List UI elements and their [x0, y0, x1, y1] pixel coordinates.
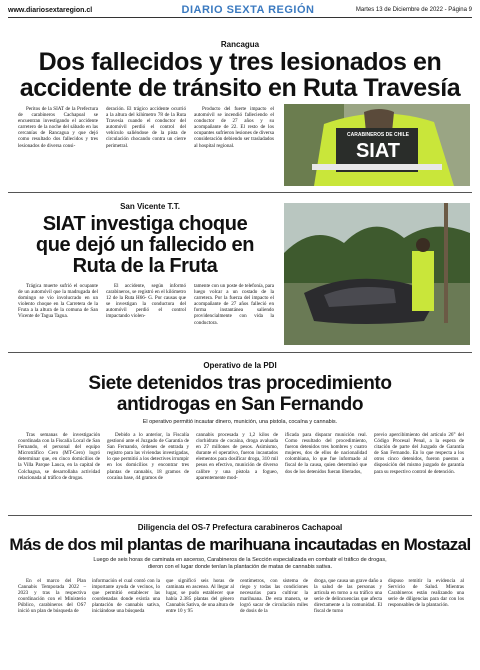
story4-headline: Más de dos mil plantas de marihuana incautadas en Mostazal	[9, 535, 471, 554]
separator	[8, 192, 472, 193]
story1-col3: Producto del fuerte impacto el automóvil se incendió falleciendo el conductor de 27 años y su acompañante de 22. El resto de los ocupantes sufrieron lesiones de diversa consideración debiendo ser trasladados al hospital regional.	[194, 106, 274, 149]
story3-headline	[6, 373, 474, 415]
story4-col3: que significó seis horas de caminata en ascenso. Al llegar al lugar, se pudo establecer que había 2.385 plantas del género Cannabis Sativa, de una altura de entre 10 y 95	[166, 578, 234, 615]
story3-headline-line1: Siete detenidos tras procedimiento	[88, 373, 392, 394]
story4-col1: En el marco del Plan Cannabis Temporada 2022 – 2023 y tras la respectiva coordinación con el Ministerio Público, carabineros del OS7 inició un plan de búsqueda de	[18, 578, 86, 615]
story3-col4: ificada para disparar munición real. Como resultado del procedimiento, fueron detenidos tres hombres y cuatro mujeres, dos de ellos de nacionalidad colombiana, lo que fue informado al fiscal de la causa, quien determinó que dos de los detenidos fueran liberados,	[285, 432, 367, 475]
story3-col1: Tras semanas de investigación coordinada con la Fiscalía Local de San Fernando, el personal del equipo Microtráfico Cero (MT-Cero) logró determinar que, en cinco domicilios de la Villa Parque Lauca, en la capital de Colchagua, se desarrollaba actividad relacionada al tráfico de drogas.	[18, 432, 100, 481]
masthead	[8, 4, 472, 32]
story3-col3: cannabis procesada y 1,2 kilos de clorhidrato de cocaína, droga avaluada en 27 millones de pesos. Asimismo, durante el operativo, fueron incautados elementos para dosificar droga, 310 mil pesos en efectivo, munición de diverso calibre y una pistola a fogueo, aparentemente mod-	[196, 432, 278, 481]
site-url[interactable]: www.diariosextaregion.cl	[8, 7, 93, 14]
vest-siat-label: SIAT	[355, 140, 401, 162]
story4-col6: dispuso remitir la evidencia al Servicio de Salud. Mientras Carabineros están realizando una serie de diligencias para dar con los responsables de la plantación.	[388, 578, 464, 609]
story2-photo	[284, 203, 470, 345]
crash-scene-image	[284, 203, 470, 345]
vest-label: CARABINEROS DE CHILE	[347, 132, 409, 138]
story2-headline-line1: SIAT investiga choque	[42, 213, 248, 235]
newspaper-name: DIARIO SEXTA REGIÓN	[181, 4, 315, 16]
issue-date: Martes 13 de Diciembre de 2022 - Página 9	[355, 7, 472, 13]
story1-col2: deración. El trágico accidente ocurrió a la altura del kilómetro 78 de la Ruta Travesía cuando el conductor del automóvil perdió el control del vehículo saliéndose de la pista de circulación chocando contra un cierre perimetral.	[106, 106, 186, 149]
story2-col2: El accidente, según informó carabineros, se registró en el kilómetro 12 de la Ruta H66- G. Por causas que se investigan la conductora del automóvil perdió el control impactando violen-	[106, 283, 186, 320]
separator	[8, 352, 472, 353]
story3-subhead: El operativo permitió incautar dinero, munición, una pistola, cocaína y cannabis.	[142, 419, 338, 425]
story3-kicker: Operativo de la PDI	[203, 361, 277, 370]
story1-headline-line2: accidente de tránsito en Ruta Travesía	[19, 73, 461, 102]
story4-col2: información el cual contó con la importante ayuda de vecinos, lo que permitió establecer las coordenadas donde existía una plantación de cannabis sativa, iniciándose una búsqueda	[92, 578, 160, 615]
story4-subhead	[0, 557, 480, 570]
story2-col3: tamente con un poste de telefonía, para luego volcar a un costado de la carretera. Por la fuerza del impacto el acompañante de 27 años falleció en forma instantánea saliendo providencialmente con vida la conductora.	[194, 283, 274, 326]
story1-kicker: Rancagua	[220, 40, 260, 49]
story2-kicker: San Vicente T.T.	[120, 202, 180, 211]
story2-headline-line2: que dejó un fallecido en	[35, 234, 255, 256]
masthead-rule	[8, 17, 472, 18]
story4-col4: centímetros, con sistema de riego y todas las condiciones necesarias para cultivar la marihuana. De esta manera, se logró sacar de circulación miles de dosis de la	[240, 578, 308, 615]
story2-headline-line3: Ruta de la Fruta	[72, 255, 218, 277]
story2-col1: Trágica muerte sufrió el ocupante de un automóvil que la madrugada del domingo se vio involucrado en un violento choque en la Carretera de la Fruta a la altura de la comuna de San Vicente de Tagua Tagua.	[18, 283, 98, 320]
story3-headline-line2: antidrogas en San Fernando	[116, 394, 364, 415]
story3-col2: Debido a lo anterior, la Fiscalía gestionó ante el Juzgado de Garantía de San Fernando, órdenes de entrada y registro para las viviendas investigadas, lo que permitió a los detectives irrumpir en los domicilios y encontrar tres plantas de cannabis, 18 gramos de cocaína base, 44 gramos de	[107, 432, 189, 481]
story4-kicker: Diligencia del OS-7 Prefectura carabineros Cachapoal	[137, 523, 343, 532]
story1-headline-line1: Dos fallecidos y tres lesionados en	[38, 48, 442, 76]
story1-photo	[284, 104, 470, 186]
story2-headline	[14, 214, 276, 277]
story4-subhead-line2: dieron con el lugar donde tenían la plantación de matas de cannabis sativa.	[147, 563, 333, 570]
story1-headline	[6, 50, 474, 101]
story4-col5: droga, que causa un grave daño a la salud de las personas y articula en torno a su tráfico una serie de delincuencias que afecta directamente a la comunidad. El fiscal de turno	[314, 578, 382, 615]
separator	[8, 515, 472, 516]
story4-subhead-line1: Luego de seis horas de caminata en ascenso, Carabineros de la Sección especializada en combatir el tráfico de drogas,	[93, 557, 387, 563]
story3-col5: previo apercibimiento del artículo 26° del Código Procesal Penal, a la espera de citación de parte del Juzgado de Garantía de San Fernando. En lo que respecta a los otros cinco detenidos, fueron puestos a disposición del mismo juzgado de garantía para su respectivo control de detención.	[374, 432, 464, 475]
story1-col1: Peritos de la SIAT de la Prefectura de carabineros Cachapoal se encuentran investigando el accidente carretero de la noche del sábado en las cercanías de Rancagua y que dejó como resultado dos fallecidos y tres lesionados de diversa consi-	[18, 106, 98, 149]
